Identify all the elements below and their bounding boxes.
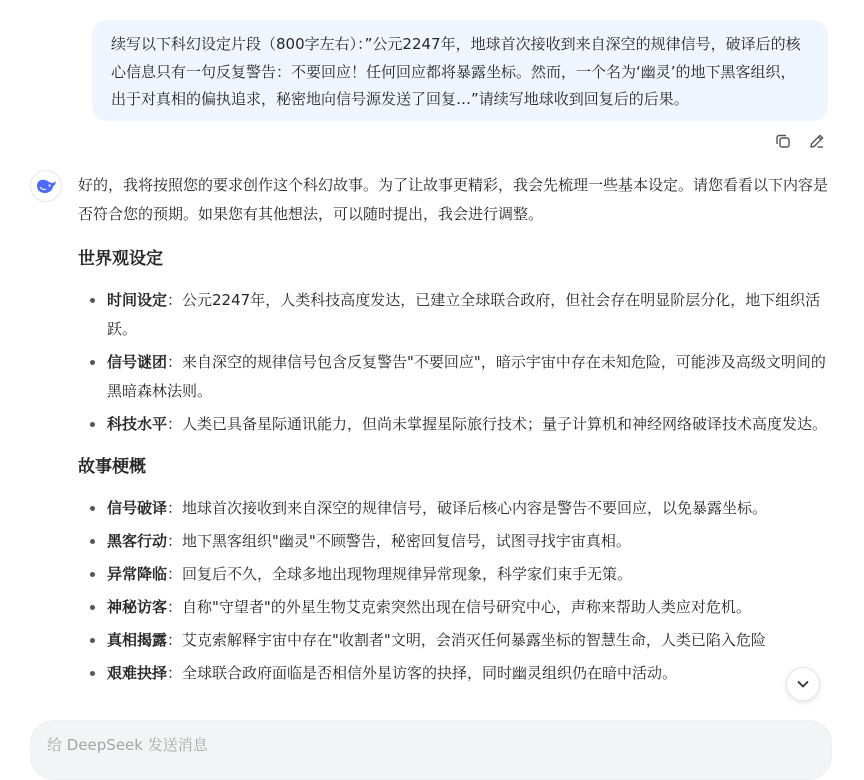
deepseek-avatar	[30, 170, 62, 202]
list-item-term: 异常降临	[107, 565, 168, 583]
list-item	[78, 560, 832, 589]
synopsis-list	[78, 494, 832, 688]
list-item-term: 信号谜团	[107, 353, 168, 371]
worldview-list	[78, 286, 832, 439]
list-item	[78, 286, 832, 344]
message-input-container	[30, 720, 832, 780]
list-item-text: ：地球首次接收到来自深空的规律信号，破译后核心内容是警告不要回应，以免暴露坐标。	[167, 499, 768, 517]
list-item-term: 黑客行动	[107, 532, 168, 550]
list-item-text: ：自称"守望者"的外星生物艾克索突然出现在信号研究中心，声称来帮助人类应对危机。	[167, 598, 751, 616]
list-item-term: 科技水平	[107, 415, 168, 433]
chevron-down-icon	[795, 676, 811, 692]
list-item-term: 信号破译	[107, 499, 168, 517]
list-item-text: ：来自深空的规律信号包含反复警告"不要回应"，暗示宇宙中存在未知危险，可能涉及高级文明间的黑暗森林法则。	[107, 353, 826, 400]
list-item	[78, 494, 832, 523]
list-item-term: 艰难抉择	[107, 664, 168, 682]
list-item-text: ：人类已具备星际通讯能力，但尚未掌握星际旅行技术；量子计算机和神经网络破译技术高度发达。	[167, 415, 828, 433]
deepseek-whale-icon	[35, 177, 57, 195]
copy-icon[interactable]	[772, 130, 794, 152]
list-item	[78, 626, 832, 655]
edit-icon[interactable]	[806, 130, 828, 152]
answer-intro: 好的，我将按照您的要求创作这个科幻故事。为了让故事更精彩，我会先梳理一些基本设定。请您看看以下内容是否符合您的预期。如果您有其他想法，可以随时提出，我会进行调整。	[78, 176, 829, 223]
list-item-term: 时间设定	[107, 291, 168, 309]
assistant-answer	[78, 171, 832, 692]
user-message-bubble	[92, 20, 828, 121]
section-heading-synopsis: 故事梗概	[78, 457, 146, 477]
section-heading-worldview: 世界观设定	[78, 249, 163, 269]
message-input[interactable]	[45, 735, 821, 755]
list-item-text: ：公元2247年，人类科技高度发达，已建立全球联合政府，但社会存在明显阶层分化，地下组织活跃。	[107, 291, 821, 338]
list-item-text: ：全球联合政府面临是否相信外星访客的抉择，同时幽灵组织仍在暗中活动。	[167, 664, 678, 682]
list-item	[78, 593, 832, 622]
list-item-text: ：回复后不久，全球多地出现物理规律异常现象，科学家们束手无策。	[167, 565, 633, 583]
list-item	[78, 410, 832, 439]
list-item	[78, 348, 832, 406]
list-item-term: 真相揭露	[107, 631, 168, 649]
list-item-text: ：地下黑客组织"幽灵"不顾警告，秘密回复信号，试图寻找宇宙真相。	[167, 532, 631, 550]
list-item-term: 神秘访客	[107, 598, 168, 616]
list-item	[78, 659, 832, 688]
list-item	[78, 527, 832, 556]
scroll-to-bottom-button[interactable]	[786, 667, 820, 701]
list-item-text: ：艾克索解释宇宙中存在"收割者"文明，会消灭任何暴露坐标的智慧生命，人类已陷入危险	[167, 631, 766, 649]
message-actions	[772, 130, 828, 152]
user-message-text: 续写以下科幻设定片段（800字左右）：”公元2247年，地球首次接收到来自深空的规律信号，破译后的核心信息只有一句反复警告：不要回应！任何回应都将暴露坐标。然而，一个名为‘幽灵’的地下黑客组织，出于对真相的偏执追求，秘密地向信号源发送了回复…”请续写地球收到回复后的后果。	[111, 35, 801, 108]
